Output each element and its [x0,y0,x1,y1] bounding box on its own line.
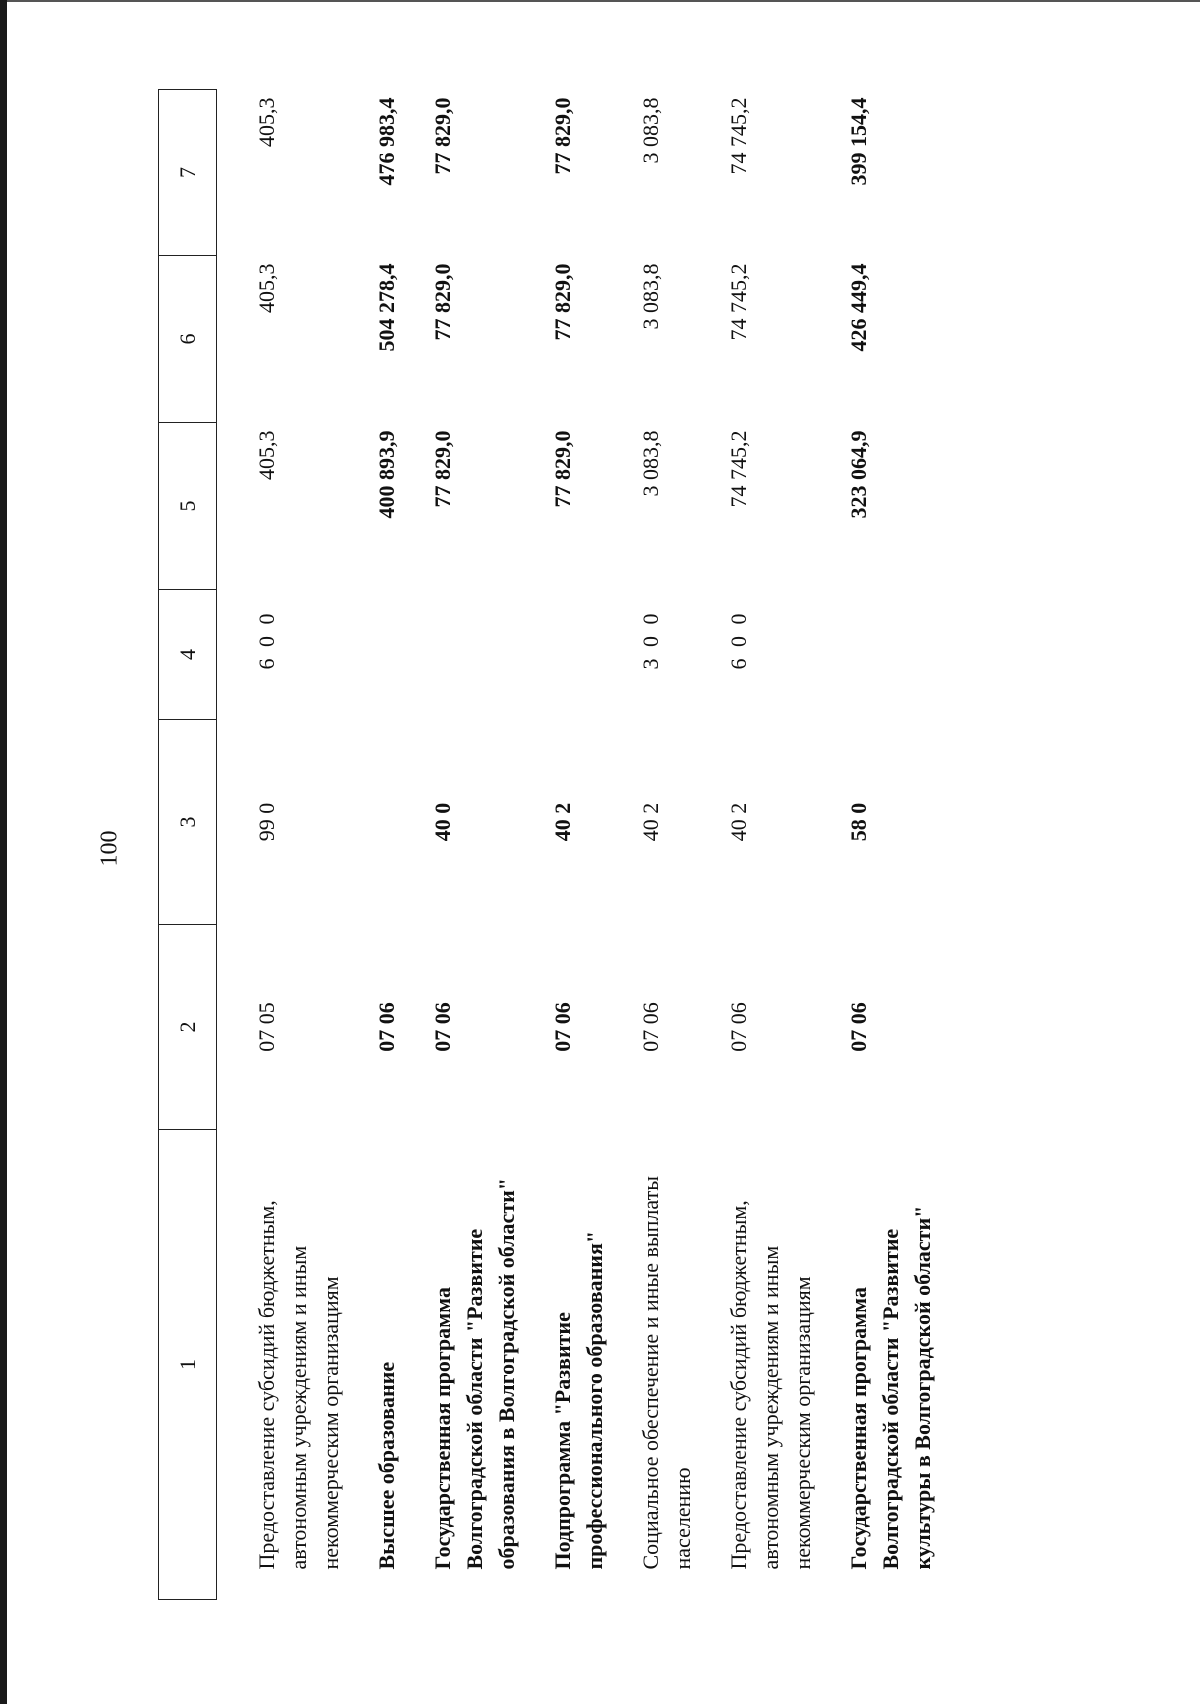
page-number: 100 [96,830,123,867]
amount-col7: 77 829,0 [430,97,455,175]
row-name: Высшее образование [374,1361,399,1570]
table-row [827,90,947,1600]
target-code: 40 2 [638,802,663,842]
row-name: Предоставление субсидий бюджетным, автономным учреждениям и иным некоммерческим организациям [254,1200,343,1570]
expense-type [411,590,531,720]
row-name: Предоставление субсидий бюджетным, автономным учреждениям и иным некоммерческим организациям [726,1200,815,1570]
section-code: 07 06 [638,1002,663,1052]
scan-top-line [7,0,1200,2]
amount-col6: 426 449,4 [846,263,871,352]
expense-type: 6 0 0 [726,610,751,670]
amount-col7: 405,3 [254,97,279,147]
amount-col7: 476 983,4 [374,97,399,186]
row-name: Государственная программа Волгоградской области "Развитие образования в Волгоградской области" [430,1177,519,1570]
rotated-table-wrapper [158,90,1168,1600]
column-header: 3 [159,720,217,925]
row-name: Подпрограмма "Развитие профессионального образования" [550,1230,607,1570]
amount-col5: 405,3 [254,430,279,480]
row-name: Государственная программа Волгоградской области "Развитие культуры в Волгоградской области" [846,1205,935,1570]
column-header: 2 [159,925,217,1130]
amount-col5: 400 893,9 [374,430,399,519]
amount-col6: 77 829,0 [430,263,455,341]
expense-type [531,590,619,720]
target-code: 40 2 [550,802,575,842]
section-code: 07 06 [726,1002,751,1052]
amount-col6: 3 083,8 [638,263,663,330]
section-code: 07 06 [550,1002,575,1052]
row-name: Социальное обеспечение и иные выплаты населению [638,1176,695,1570]
column-header-row [159,90,217,1600]
scan-edge [0,0,7,1704]
table-row [217,90,356,1600]
amount-col7: 3 083,8 [638,97,663,164]
column-header: 7 [159,90,217,256]
expense-type [355,590,411,720]
column-header: 4 [159,590,217,720]
section-code: 07 06 [430,1002,455,1052]
column-header: 6 [159,256,217,423]
expense-type [827,590,947,720]
target-code: 58 0 [846,802,871,842]
section-code: 07 06 [374,1002,399,1052]
target-code [355,720,411,925]
amount-col6: 77 829,0 [550,263,575,341]
amount-col6: 74 745,2 [726,263,751,341]
table-row [531,90,619,1600]
target-code: 40 2 [726,802,751,842]
amount-col5: 3 083,8 [638,430,663,497]
target-code: 40 0 [430,802,455,842]
table-row [411,90,531,1600]
expense-type: 3 0 0 [638,610,663,670]
table-row [355,90,411,1600]
amount-col6: 504 278,4 [374,263,399,352]
table-row [707,90,827,1600]
section-code: 07 05 [254,1002,279,1052]
amount-col5: 74 745,2 [726,430,751,508]
section-code: 07 06 [846,1002,871,1052]
amount-col7: 74 745,2 [726,97,751,175]
amount-col7: 77 829,0 [550,97,575,175]
expense-type: 6 0 0 [254,610,279,670]
amount-col6: 405,3 [254,263,279,313]
amount-col5: 77 829,0 [550,430,575,508]
target-code: 99 0 [254,802,279,842]
budget-table [158,89,947,1600]
amount-col7: 399 154,4 [846,97,871,186]
table-row [619,90,707,1600]
column-header: 1 [159,1130,217,1600]
amount-col5: 323 064,9 [846,430,871,519]
column-header: 5 [159,423,217,590]
amount-col5: 77 829,0 [430,430,455,508]
